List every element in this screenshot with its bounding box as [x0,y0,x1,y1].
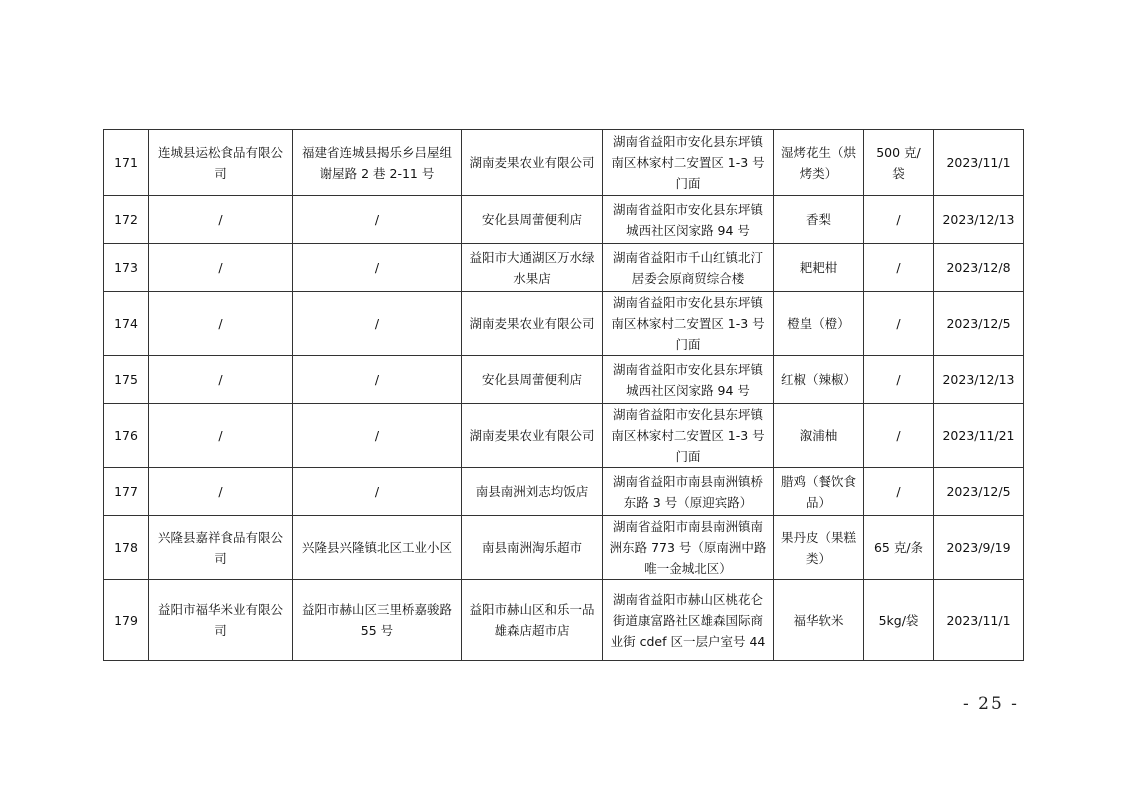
table-body [104,130,1024,661]
table-row [104,130,1024,196]
production-date-cell: 2023/11/21 [934,404,1024,468]
product-name-cell: 溆浦柚 [774,404,864,468]
production-date-cell: 2023/12/13 [934,196,1024,244]
seller-address-cell: 湖南省益阳市安化县东坪镇城西社区闵家路 94 号 [603,196,774,244]
seller-name-cell: 南县南洲淘乐超市 [462,516,603,580]
seller-name-cell: 益阳市大通湖区万水绿水果店 [462,244,603,292]
producer-name-cell: / [149,404,293,468]
seller-name-cell: 湖南麦果农业有限公司 [462,404,603,468]
seller-address-cell: 湖南省益阳市安化县东坪镇南区林家村二安置区 1-3 号门面 [603,292,774,356]
seller-name-cell: 南县南洲刘志均饭店 [462,468,603,516]
row-number-cell: 173 [104,244,149,292]
row-number-cell: 174 [104,292,149,356]
row-number-cell: 171 [104,130,149,196]
table-row [104,292,1024,356]
specification-cell: / [864,244,934,292]
production-date-cell: 2023/12/8 [934,244,1024,292]
specification-cell: 65 克/条 [864,516,934,580]
row-number-cell: 177 [104,468,149,516]
seller-name-cell: 湖南麦果农业有限公司 [462,292,603,356]
seller-address-cell: 湖南省益阳市千山红镇北汀居委会原商贸综合楼 [603,244,774,292]
table-row [104,244,1024,292]
product-name-cell: 湿烤花生（烘烤类） [774,130,864,196]
row-number-cell: 172 [104,196,149,244]
producer-address-cell: / [293,468,462,516]
producer-name-cell: / [149,292,293,356]
seller-address-cell: 湖南省益阳市安化县东坪镇城西社区闵家路 94 号 [603,356,774,404]
producer-name-cell: / [149,244,293,292]
seller-address-cell: 湖南省益阳市赫山区桃花仑街道康富路社区雄森国际商业街 cdef 区一层户室号 44 [603,580,774,661]
product-name-cell: 耙耙柑 [774,244,864,292]
product-name-cell: 果丹皮（果糕类） [774,516,864,580]
seller-address-cell: 湖南省益阳市南县南洲镇桥东路 3 号（原迎宾路） [603,468,774,516]
row-number-cell: 178 [104,516,149,580]
production-date-cell: 2023/12/5 [934,468,1024,516]
row-number-cell: 176 [104,404,149,468]
producer-address-cell: 益阳市赫山区三里桥嘉骏路 55 号 [293,580,462,661]
producer-name-cell: / [149,356,293,404]
seller-name-cell: 安化县周蕾便利店 [462,196,603,244]
page-number: - 25 - [963,694,1019,714]
producer-name-cell: 益阳市福华米业有限公司 [149,580,293,661]
specification-cell: 500 克/袋 [864,130,934,196]
producer-name-cell: / [149,196,293,244]
product-name-cell: 橙皇（橙） [774,292,864,356]
producer-address-cell: / [293,244,462,292]
table-row [104,404,1024,468]
producer-address-cell: / [293,292,462,356]
product-name-cell: 腊鸡（餐饮食品） [774,468,864,516]
row-number-cell: 175 [104,356,149,404]
seller-address-cell: 湖南省益阳市南县南洲镇南洲东路 773 号（原南洲中路唯一金城北区） [603,516,774,580]
specification-cell: / [864,468,934,516]
product-name-cell: 福华软米 [774,580,864,661]
specification-cell: / [864,196,934,244]
producer-name-cell: 连城县运松食品有限公司 [149,130,293,196]
production-date-cell: 2023/11/1 [934,580,1024,661]
seller-name-cell: 益阳市赫山区和乐一品雄森店超市店 [462,580,603,661]
specification-cell: / [864,356,934,404]
table-row [104,516,1024,580]
seller-name-cell: 湖南麦果农业有限公司 [462,130,603,196]
table-row [104,356,1024,404]
producer-address-cell: / [293,196,462,244]
product-name-cell: 红椒（辣椒） [774,356,864,404]
production-date-cell: 2023/12/13 [934,356,1024,404]
specification-cell: 5kg/袋 [864,580,934,661]
producer-address-cell: / [293,356,462,404]
specification-cell: / [864,292,934,356]
sampling-results-table [103,129,1024,661]
table-row [104,468,1024,516]
seller-name-cell: 安化县周蕾便利店 [462,356,603,404]
seller-address-cell: 湖南省益阳市安化县东坪镇南区林家村二安置区 1-3 号门面 [603,130,774,196]
producer-name-cell: 兴隆县嘉祥食品有限公司 [149,516,293,580]
producer-address-cell: 兴隆县兴隆镇北区工业小区 [293,516,462,580]
producer-name-cell: / [149,468,293,516]
production-date-cell: 2023/12/5 [934,292,1024,356]
product-name-cell: 香梨 [774,196,864,244]
production-date-cell: 2023/11/1 [934,130,1024,196]
production-date-cell: 2023/9/19 [934,516,1024,580]
producer-address-cell: 福建省连城县揭乐乡吕屋组谢屋路 2 巷 2-11 号 [293,130,462,196]
row-number-cell: 179 [104,580,149,661]
seller-address-cell: 湖南省益阳市安化县东坪镇南区林家村二安置区 1-3 号门面 [603,404,774,468]
producer-address-cell: / [293,404,462,468]
specification-cell: / [864,404,934,468]
table-row [104,580,1024,661]
table-row [104,196,1024,244]
